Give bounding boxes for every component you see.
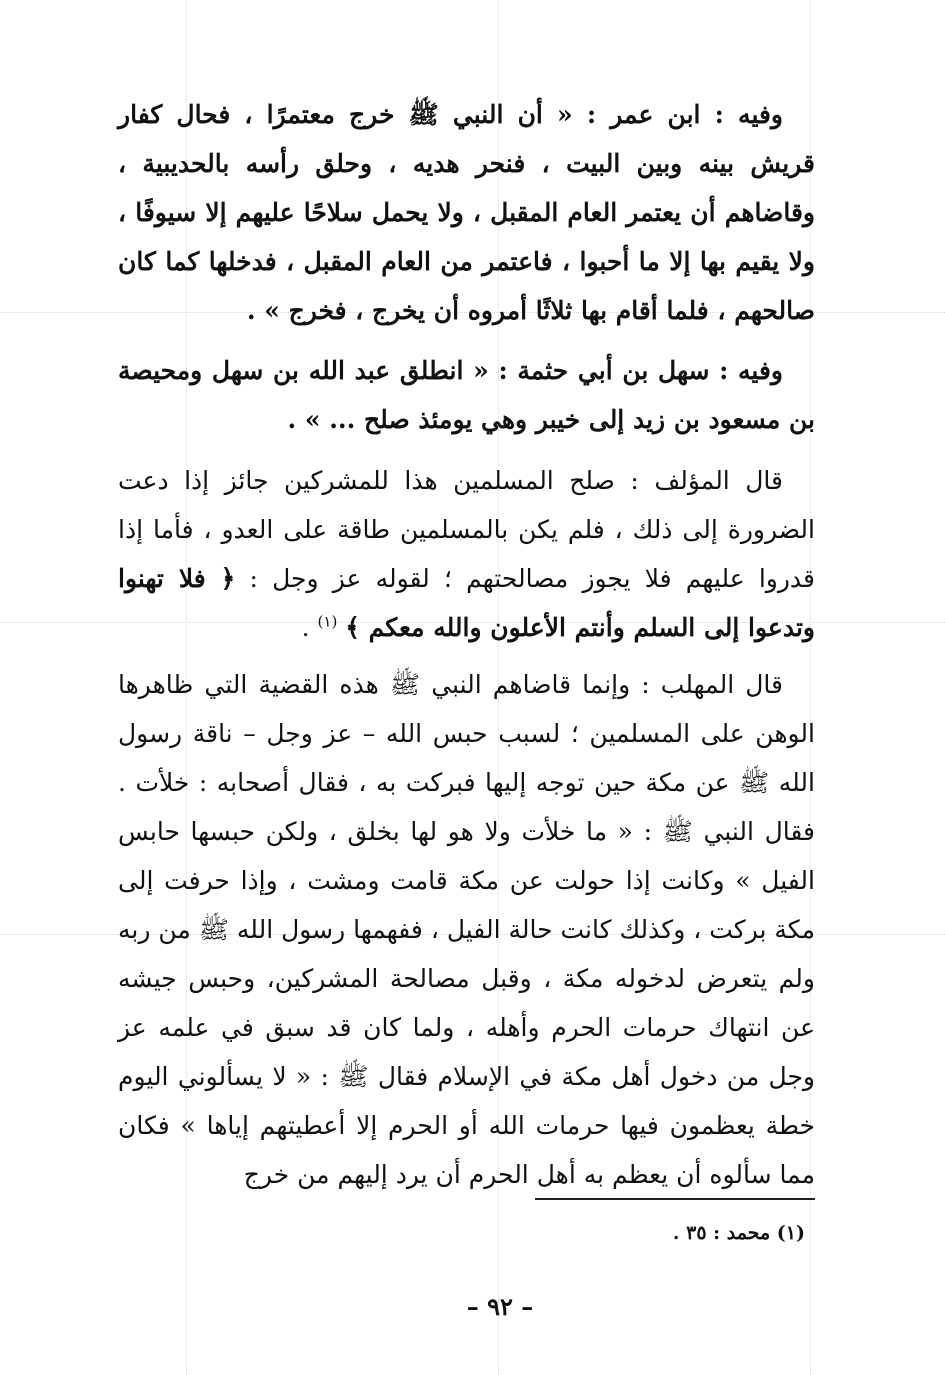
page-number: – ٩٢ – xyxy=(466,1292,534,1321)
paragraph-muhallab xyxy=(118,660,815,1199)
paragraph-end: . xyxy=(301,613,318,642)
paragraph-text: قال المؤلف : صلح المسلمين هذا للمشركين جائز إذا دعت الضرورة إلى ذلك ، فلم يكن بالمسلمين طاقة على العدو ، فأما إذا قدروا عليهم فلا يجوز مصالحتهم ؛ لقوله عز وجل : xyxy=(118,466,815,593)
footnote-divider xyxy=(535,1198,815,1200)
paragraph-intro: وفيه : ابن عمر : xyxy=(572,100,784,129)
paragraph-author-comment xyxy=(118,456,815,652)
hadith-quote: « انطلق عبد الله بن سهل ومحيصة بن مسعود بن زيد إلى خيبر وهي يومئذ صلح ... » . xyxy=(118,356,815,434)
paragraph-sahl xyxy=(118,346,815,444)
hadith-quote: « أن النبي ﷺ خرج معتمرًا ، فحال كفار قريش بينه وبين البيت ، فنحر هديه ، وحلق رأسه بالحديبية ، وقاضاهم أن يعتمر العام المقبل ، ولا يحمل سلاحًا عليهم إلا سيوفًا ، ولا يقيم بها إلا ما أحبوا ، فاعتمر من العام المقبل ، فدخلها كما كان صالحهم ، فلما أقام بها ثلاثًا أمروه أن يخرج ، فخرج » . xyxy=(118,100,815,325)
footnote-reference: (١) xyxy=(317,612,338,631)
quran-verse: ﴿ فلا تهنوا وتدعوا إلى السلم وأنتم الأعلون والله معكم ﴾ xyxy=(118,564,815,642)
paragraph-ibn-umar xyxy=(118,90,815,335)
paragraph-text: قال المهلب : وإنما قاضاهم النبي ﷺ هذه القضية التي ظاهرها الوهن على المسلمين ؛ لسبب حبس الله – عز وجل – ناقة رسول الله ﷺ عن مكة حين توجه إليها فبركت به ، فقال أصحابه : خلأت . فقال النبي ﷺ : « ما خلأت ولا هو لها بخلق ، ولكن حبسها حابس الفيل » وكانت إذا حولت عن مكة قامت ومشت ، وإذا حرفت إلى مكة بركت ، وكذلك كانت حالة الفيل ، ففهمها رسول الله ﷺ من ربه ولم يتعرض لدخوله مكة ، وقبل مصالحة المشركين، وحبس جيشه عن انتهاك حرمات الحرم وأهله ، ولما كان قد سبق في علمه عز وجل من دخول أهل مكة في الإسلام فقال ﷺ : « لا يسألوني اليوم خطة يعظمون فيها حرمات الله أو الحرم إلا أعطيتهم إياها » فكان مما سألوه أن يعظم به أهل الحرم أن يرد إليهم من خرج xyxy=(118,670,815,1189)
footnote: (١) محمد : ٣٥ . xyxy=(672,1222,805,1244)
paragraph-intro: وفيه : سهل بن أبي حثمة : xyxy=(488,356,783,385)
